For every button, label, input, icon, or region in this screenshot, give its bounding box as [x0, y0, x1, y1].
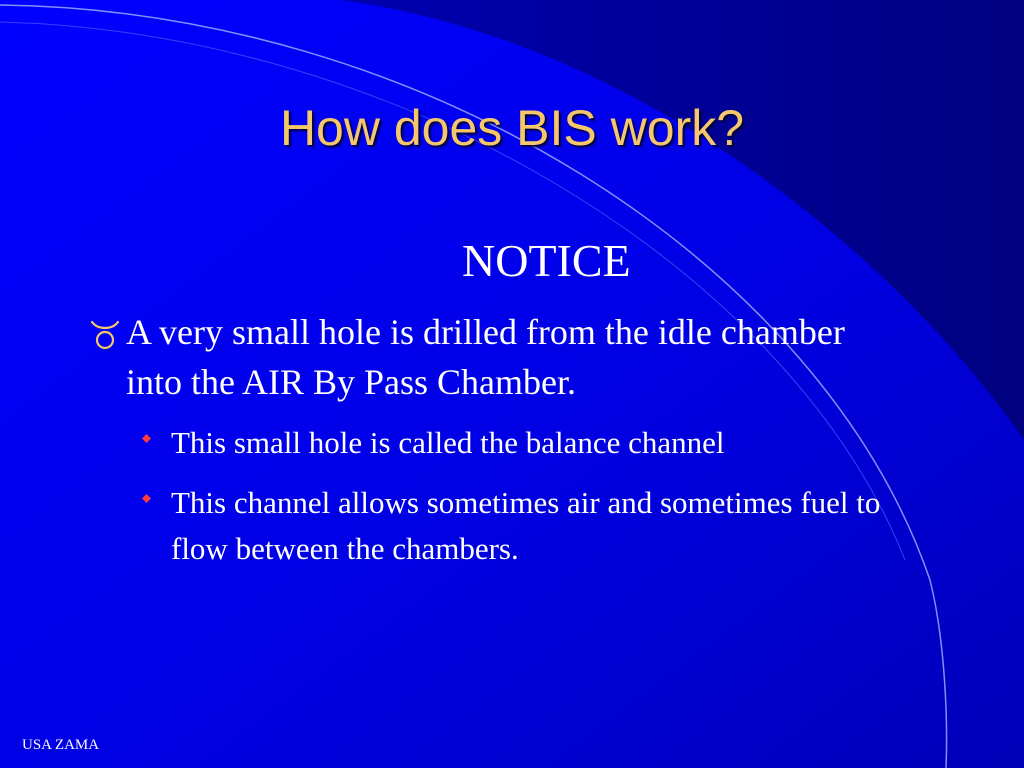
- slide-title: How does BIS work?: [279, 100, 745, 156]
- bullet-item: [88, 307, 908, 407]
- taurus-glyph-icon: [88, 316, 122, 352]
- diamond-bullet-icon: [142, 434, 151, 443]
- slide-footer: USA ZAMA: [22, 737, 100, 753]
- notice-heading: NOTICE: [462, 235, 631, 286]
- sub-bullet-item: [140, 420, 920, 466]
- sub-bullet-text: This channel allows sometimes air and sometimes fuel to flow between the chambers.: [171, 485, 881, 566]
- sub-bullet-text: This small hole is called the balance channel: [171, 425, 725, 460]
- diamond-bullet-icon: [142, 494, 151, 503]
- bullet-text: A very small hole is drilled from the idle chamber into the AIR By Pass Chamber.: [126, 312, 845, 402]
- sub-bullet-item: [140, 480, 920, 572]
